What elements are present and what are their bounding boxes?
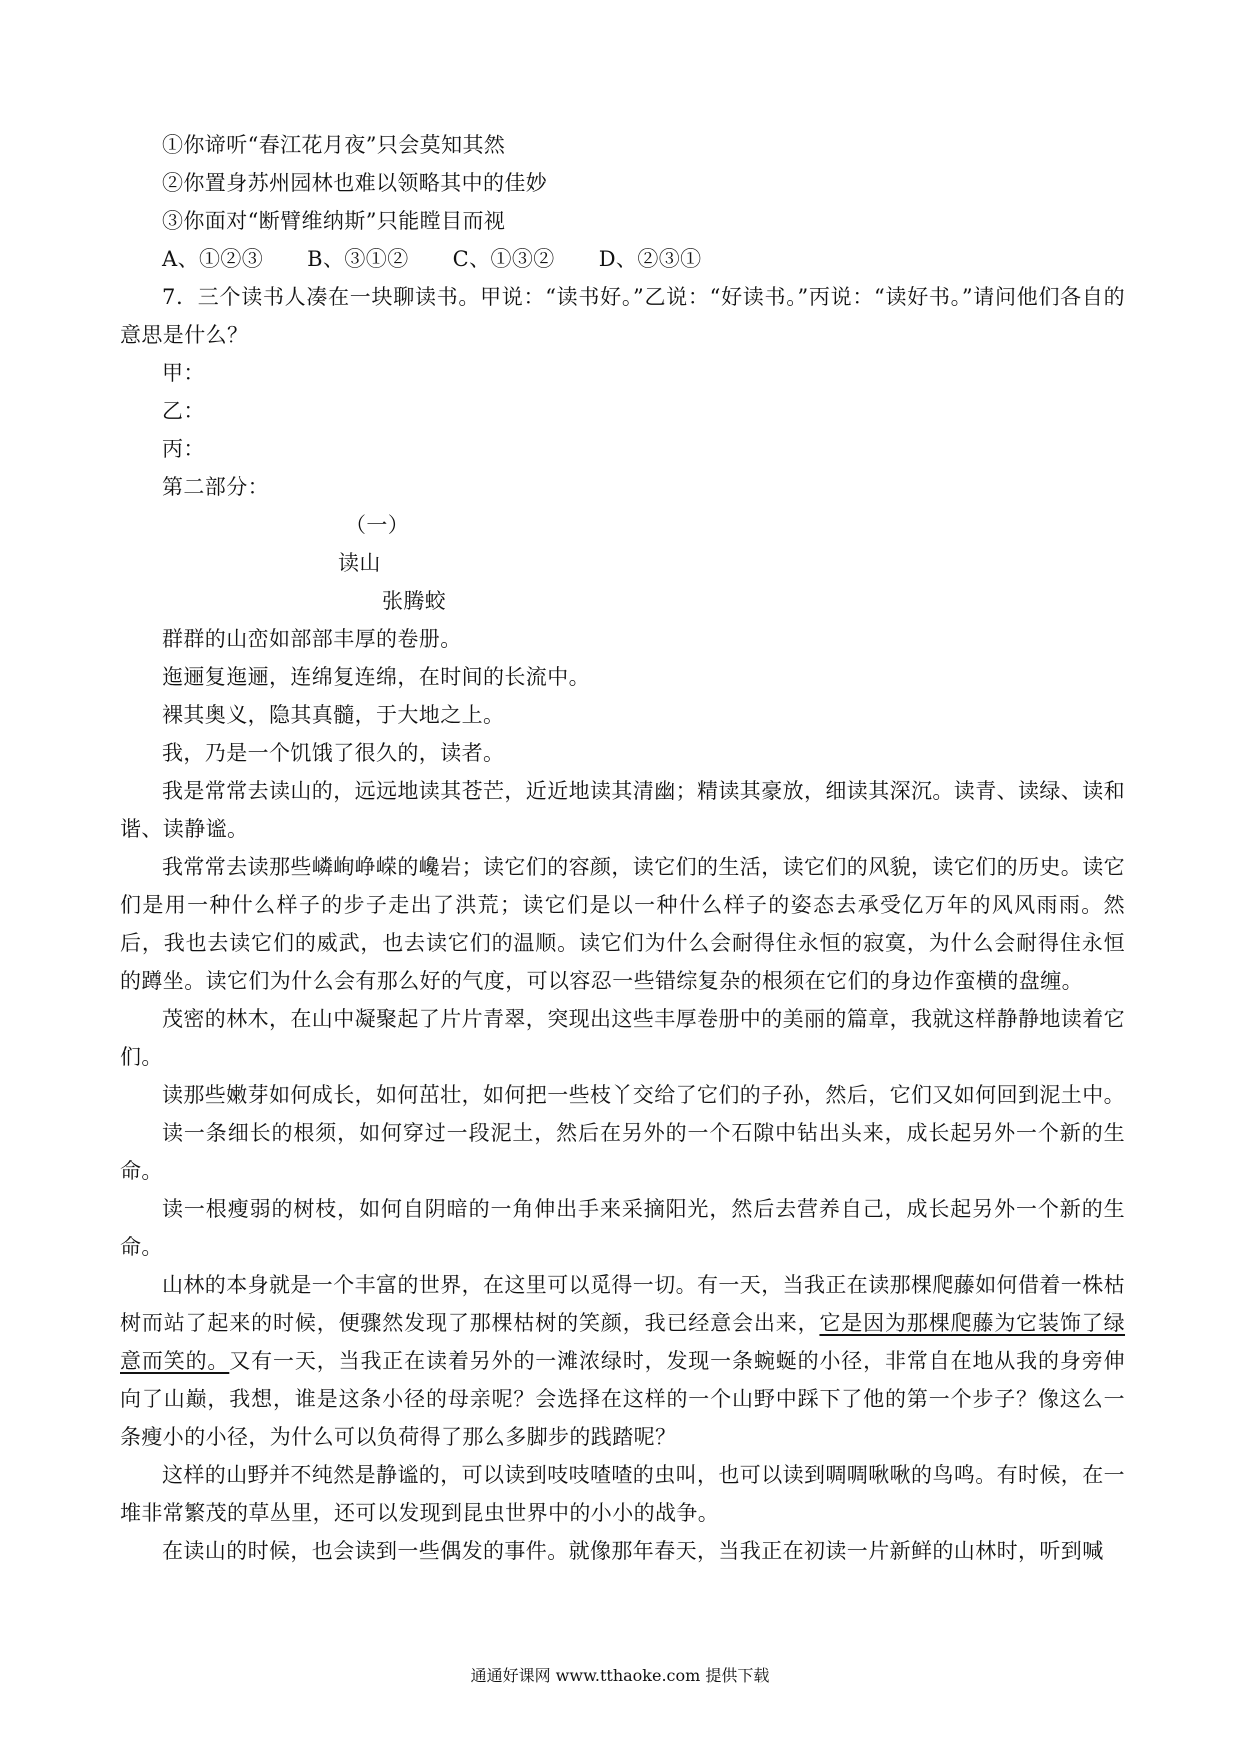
option-b: B、③①② — [307, 247, 409, 271]
essay-author: 张腾蛟 — [382, 589, 447, 613]
answer-options — [120, 240, 1125, 278]
document-body — [120, 126, 1125, 1570]
paragraph-3: 茂密的林木，在山中凝聚起了片片青翠，突现出这些丰厚卷册中的美丽的篇章，我就这样静静地读着它们。 — [120, 1007, 1125, 1069]
option-d: D、②③① — [598, 247, 702, 271]
option-a: A、①②③ — [162, 247, 264, 271]
paragraph-8: 这样的山野并不纯然是静谧的，可以读到吱吱喳喳的虫叫，也可以读到啁啁啾啾的鸟鸣。有时候，在一堆非常繁茂的草丛里，还可以发现到昆虫世界中的小小的战争。 — [120, 1463, 1125, 1525]
paragraph-7-text-b: 又有一天，当我正在读着另外的一滩浓绿时，发现一条蜿蜒的小径，非常自在地从我的身旁伸向了山巅，我想，谁是这条小径的母亲呢？会选择在这样的一个山野中踩下了他的第一个步子？像这么一条瘦小的小径，为什么可以负荷得了那么多脚步的践踏呢？ — [120, 1349, 1125, 1449]
choice-item-2: ②你置身苏州园林也难以领略其中的佳妙 — [162, 171, 548, 195]
underlined-sentence: 它是因为那棵爬藤为它装饰了绿意而笑的。 — [120, 1311, 1126, 1373]
poem-line-1: 群群的山峦如部部丰厚的卷册。 — [162, 627, 462, 651]
question-7: 7．三个读书人凑在一块聊读书。甲说：“读书好。”乙说：“好读书。”丙说：“读好书。”请问他们各自的意思是什么？ — [120, 285, 1125, 347]
paragraph-5: 读一条细长的根须，如何穿过一段泥土，然后在另外的一个石隙中钻出头来，成长起另外一个新的生命。 — [120, 1121, 1125, 1183]
answer-line-yi: 乙： — [162, 399, 205, 423]
choice-item-1: ①你谛听“春江花月夜”只会莫知其然 — [162, 133, 506, 157]
poem-line-3: 裸其奥义，隐其真髓，于大地之上。 — [162, 703, 505, 727]
poem-line-2: 迤逦复迤逦，连绵复连绵，在时间的长流中。 — [162, 665, 590, 689]
option-c: C、①③② — [452, 247, 555, 271]
choice-item-3: ③你面对“断臂维纳斯”只能瞠目而视 — [162, 209, 506, 233]
paragraph-7-text-a: 山林的本身就是一个丰富的世界，在这里可以觅得一切。有一天，当我正在读那棵爬藤如何借着一株枯树而站了起来的时候，便骤然发现了那棵枯树的笑颜，我已经意会出来， — [120, 1273, 1125, 1335]
poem-line-4: 我，乃是一个饥饿了很久的，读者。 — [162, 741, 505, 765]
paragraph-4: 读那些嫩芽如何成长，如何茁壮，如何把一些枝丫交给了它们的子孙，然后，它们又如何回到泥土中。 — [162, 1083, 1125, 1107]
essay-title: 读山 — [338, 551, 381, 575]
paragraph-1: 我是常常去读山的，远远地读其苍芒，近近地读其清幽；精读其豪放，细读其深沉。读青、读绿、读和谐、读静谧。 — [120, 779, 1125, 841]
part-heading: 第二部分： — [162, 475, 269, 499]
paragraph-7 — [120, 1266, 1125, 1456]
answer-line-bing: 丙： — [162, 437, 205, 461]
page-footer: 通通好课网 www.tthaoke.com 提供下载 — [470, 1666, 770, 1685]
paragraph-9: 在读山的时候，也会读到一些偶发的事件。就像那年春天，当我正在初读一片新鲜的山林时，听到喊 — [162, 1539, 1104, 1563]
paragraph-6: 读一根瘦弱的树枝，如何自阴暗的一角伸出手来采摘阳光，然后去营养自己，成长起另外一个新的生命。 — [120, 1197, 1125, 1259]
paragraph-2: 我常常去读那些嶙峋峥嵘的巉岩；读它们的容颜，读它们的生活，读它们的风貌，读它们的历史。读它们是用一种什么样子的步子走出了洪荒；读它们是以一种什么样子的姿态去承受亿万年的风风雨雨。然后，我也去读它们的威武，也去读它们的温顺。读它们为什么会耐得住永恒的寂寞，为什么会耐得住永恒的蹲坐。读它们为什么会有那么好的气度，可以容忍一些错综复杂的根须在它们的身边作蛮横的盘缠。 — [120, 855, 1125, 993]
answer-line-jia: 甲： — [162, 361, 205, 385]
section-number: （一） — [345, 513, 410, 537]
